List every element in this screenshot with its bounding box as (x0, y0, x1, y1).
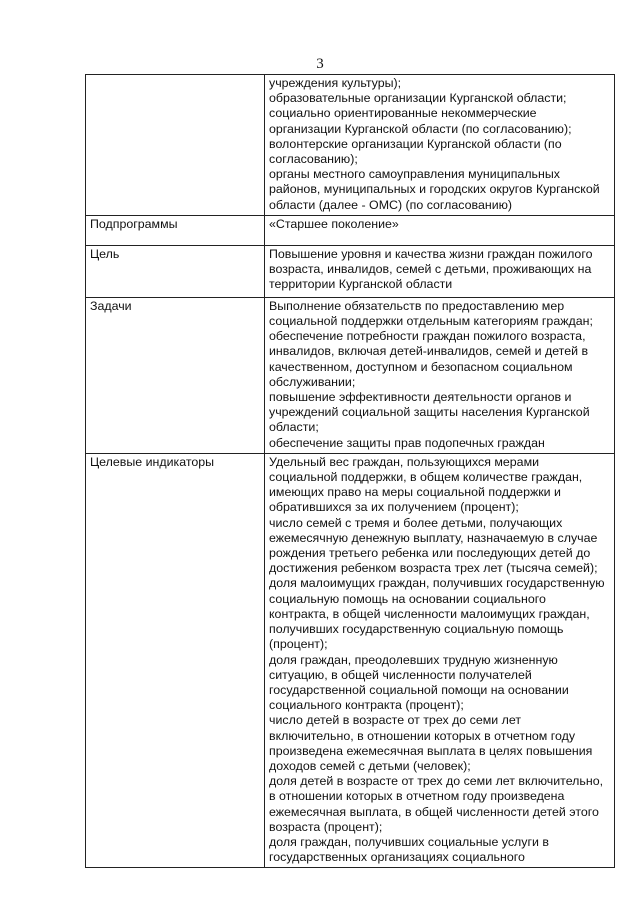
text-line: произведена ежемесячная выплата в целях повышения (269, 743, 593, 758)
text-line: доля граждан, преодолевших трудную жизненную (269, 652, 558, 667)
text-line: Повышение уровня и качества жизни граждан пожилого (269, 246, 593, 261)
text-line: области (далее - ОМС) (по согласованию) (269, 197, 513, 212)
text-line: достижения ребенком возраста трех лет (тысяча семей); (269, 561, 598, 576)
row-value (265, 297, 615, 453)
text-line: образовательные организации Курганской области; (269, 91, 567, 106)
text-line: Выполнение обязательств по предоставлению мер (269, 298, 565, 313)
text-line: социального контракта (процент); (269, 698, 464, 713)
text-line: обеспечение потребности граждан пожилого возраста, (269, 329, 586, 344)
page-number: 3 (316, 56, 324, 72)
text-line: доля малоимущих граждан, получивших государственную (269, 576, 605, 591)
row-label: Цель (86, 245, 265, 297)
text-line: доля детей в возрасте от трех до семи лет включительно, (269, 774, 604, 789)
program-passport-table (85, 74, 615, 868)
table-row-subprograms (86, 215, 615, 245)
text-line: обратившихся за их получением (процент); (269, 500, 519, 515)
text-line: инвалидов, включая детей-инвалидов, семей и детей в (269, 344, 589, 359)
table-row-target-indicators (86, 453, 615, 867)
text-line: социально ориентированные некоммерческие (269, 106, 537, 121)
text-line: число семей с тремя и более детьми, получающих (269, 515, 563, 530)
row-label: Задачи (86, 297, 265, 453)
text-line: обеспечение защиты прав подопечных граждан (269, 435, 545, 450)
text-line: социальной поддержки отдельным категориям граждан; (269, 314, 593, 329)
row-label: Целевые индикаторы (86, 453, 265, 867)
text-line: волонтерские организации Курганской области (по (269, 136, 562, 151)
text-line: в отношении которых в отчетном году произведена (269, 789, 565, 804)
text-line: (процент); (269, 637, 328, 652)
text-line: ежемесячную денежную выплату, назначаемую в случае (269, 530, 598, 545)
text-line: социальную помощь на основании социального (269, 591, 546, 606)
text-line: получивших государственную социальную помощь (269, 622, 564, 637)
row-value (265, 75, 615, 216)
text-line: области; (269, 420, 319, 435)
text-line: возраста (процент); (269, 819, 383, 834)
text-line: районов, муниципальных и городских округов Курганской (269, 182, 600, 197)
text-line: доходов семей с детьми (человек); (269, 758, 471, 773)
text-line: «Старшее поколение» (269, 216, 399, 231)
text-line: территории Курганской области (269, 277, 453, 292)
text-line: качественном, доступном и безопасном социальном (269, 359, 573, 374)
row-value (265, 245, 615, 297)
text-line: контракта, в общей численности малоимущих граждан, (269, 606, 590, 621)
text-line: социальной поддержки, в общем количестве граждан, (269, 470, 583, 485)
text-line: государственных организациях социального (269, 850, 525, 865)
row-value (265, 453, 615, 867)
text-line: повышение эффективности деятельности органов и (269, 390, 572, 405)
table-row-participants (86, 75, 615, 216)
text-line: организации Курганской области (по согласованию); (269, 121, 572, 136)
text-line: обслуживании; (269, 374, 356, 389)
text-line: государственной социальной помощи на основании (269, 682, 569, 697)
row-label: Подпрограммы (86, 215, 265, 245)
text-line: согласованию); (269, 152, 358, 167)
text-line: ежемесячная выплата, в общей численности детей этого (269, 804, 599, 819)
text-line: возраста, инвалидов, семей с детьми, проживающих на (269, 262, 592, 277)
row-value (265, 215, 615, 245)
text-line: число детей в возрасте от трех до семи лет (269, 713, 521, 728)
row-label (86, 75, 265, 216)
text-line: включительно, в отношении которых в отчетном году (269, 728, 576, 743)
text-line: Удельный вес граждан, пользующихся мерами (269, 454, 540, 469)
text-line: рождения третьего ребенка или последующих детей до (269, 546, 591, 561)
text-line: органы местного самоуправления муниципальных (269, 167, 560, 182)
text-line: учреждения культуры); (269, 76, 402, 90)
text-line: доля граждан, получивших социальные услуги в (269, 834, 549, 849)
text-line: учреждений социальной защиты населения Курганской (269, 405, 590, 420)
text-line: имеющих право на меры социальной поддержки и (269, 485, 561, 500)
table-row-tasks (86, 297, 615, 453)
passport-table-body (86, 75, 615, 868)
text-line: ситуацию, в общей численности получателей (269, 667, 532, 682)
table-row-goal (86, 245, 615, 297)
